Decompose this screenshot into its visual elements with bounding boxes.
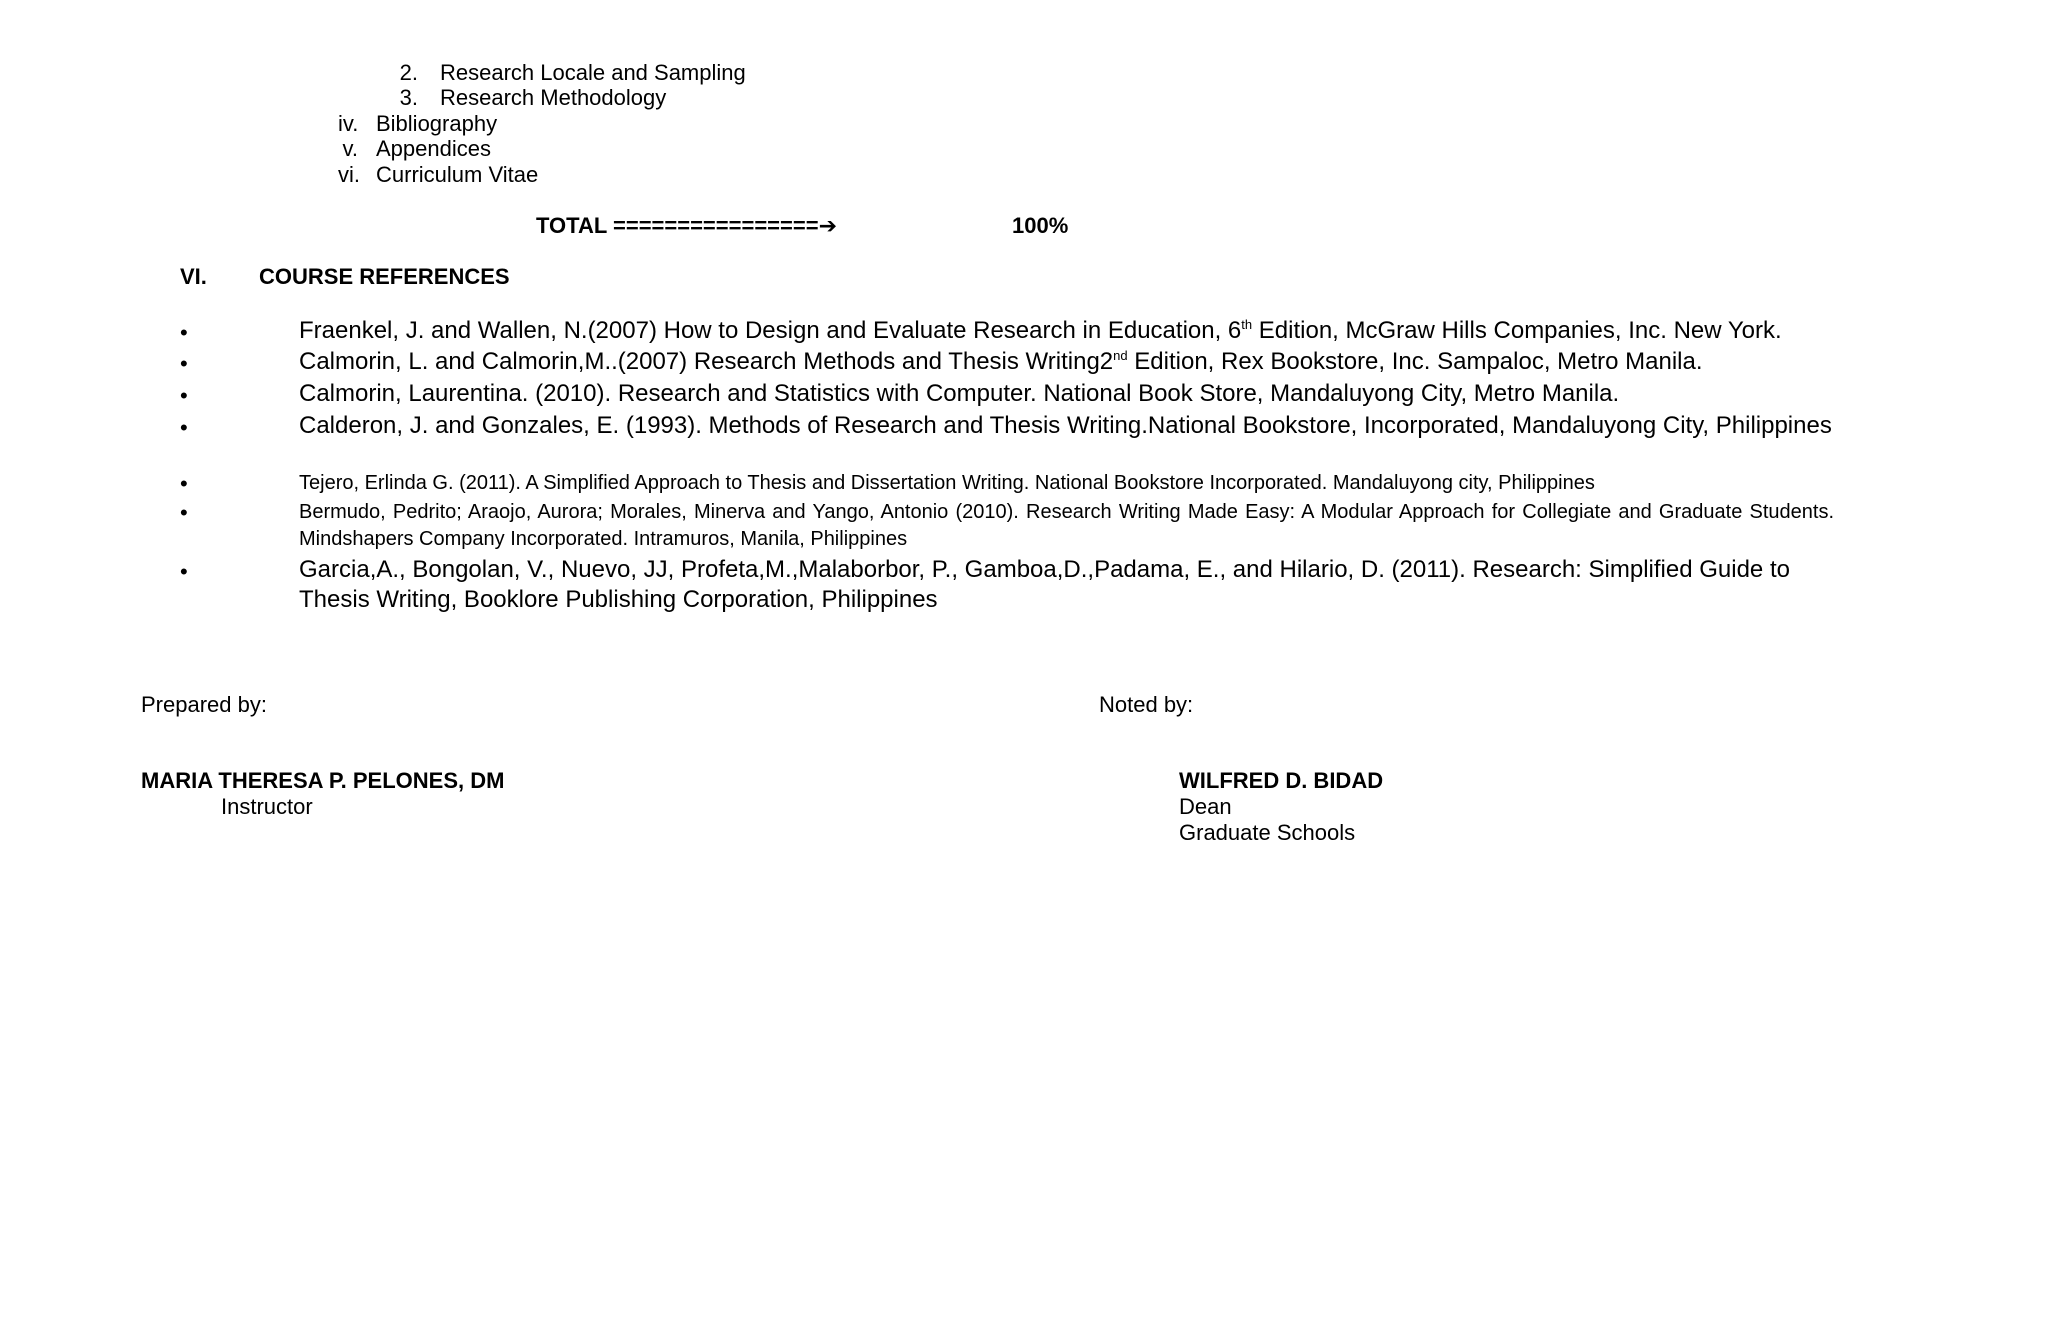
outline-text: Appendices [376, 136, 491, 161]
outline-number: vi. [338, 162, 360, 187]
outline-text: Bibliography [376, 111, 498, 136]
bullet-icon: • [180, 320, 188, 345]
bullet-icon: • [180, 471, 188, 496]
outline-item-methodology [378, 85, 666, 110]
preparer-name: MARIA THERESA P. PELONES, DM [141, 768, 505, 793]
bullet-icon: • [180, 415, 188, 440]
bullet-icon: • [180, 559, 188, 584]
reference-text: Calderon, J. and Gonzales, E. (1993). Methods of Research and Thesis Writing.National Bookstore, Incorporated, Mandaluyong City, Philippines [299, 412, 1832, 439]
outline-item-appendices [338, 136, 491, 161]
section-number: VI. [180, 264, 207, 289]
noted-by-label: Noted by: [1099, 692, 1194, 717]
bullet-icon: • [180, 500, 188, 525]
outline-number: 2. [399, 60, 418, 85]
section-title: COURSE REFERENCES [259, 264, 510, 289]
reference-text: Bermudo, Pedrito; Araojo, Aurora; Morales, Minerva and Yango, Antonio (2010). Research Writing Made Easy: A Modular Approach for Collegiate and Graduate Students. Mindshapers Company Incorporated. Intramuros, Manila, Philippines [299, 501, 1834, 550]
total-value: 100% [1012, 213, 1069, 238]
bullet-icon: • [180, 351, 188, 376]
total-label: TOTAL ================➔ [536, 213, 837, 238]
outline-number: iv. [338, 111, 359, 136]
reference-text: Calmorin, L. and Calmorin,M..(2007) Research Methods and Thesis Writing2nd Edition, Rex Bookstore, Inc. Sampaloc, Metro Manila. [299, 348, 1703, 375]
outline-item-locale [378, 60, 746, 85]
prepared-by-label: Prepared by: [141, 692, 267, 717]
outline-item-bibliography [338, 111, 497, 136]
outline-item-curriculum-vitae [338, 162, 538, 187]
outline-number: 3. [399, 85, 418, 110]
outline-text: Curriculum Vitae [376, 162, 539, 187]
noter-department: Graduate Schools [1179, 820, 1356, 845]
preparer-role: Instructor [221, 794, 313, 819]
reference-text: Tejero, Erlinda G. (2011). A Simplified Approach to Thesis and Dissertation Writing. National Bookstore Incorporated. Mandaluyong city, Philippines [299, 472, 1595, 494]
bullet-icon: • [180, 383, 188, 408]
reference-text: Calmorin, Laurentina. (2010). Research and Statistics with Computer. National Book Store, Mandaluyong City, Metro Manila. [299, 380, 1620, 407]
reference-text: Fraenkel, J. and Wallen, N.(2007) How to Design and Evaluate Research in Education, 6th Edition, McGraw Hills Companies, Inc. New York. [299, 317, 1782, 344]
noter-name: WILFRED D. BIDAD [1179, 768, 1384, 793]
outline-text: Research Locale and Sampling [440, 60, 746, 85]
noter-role: Dean [1179, 794, 1232, 819]
outline-text: Research Methodology [440, 85, 667, 110]
reference-text: Garcia,A., Bongolan, V., Nuevo, JJ, Profeta,M.,Malaborbor, P., Gamboa,D.,Padama, E., and Hilario, D. (2011). Research: Simplified Guide to Thesis Writing, Booklore Publishing Corporation, Philippines [299, 556, 1790, 613]
outline-number: v. [342, 136, 358, 161]
